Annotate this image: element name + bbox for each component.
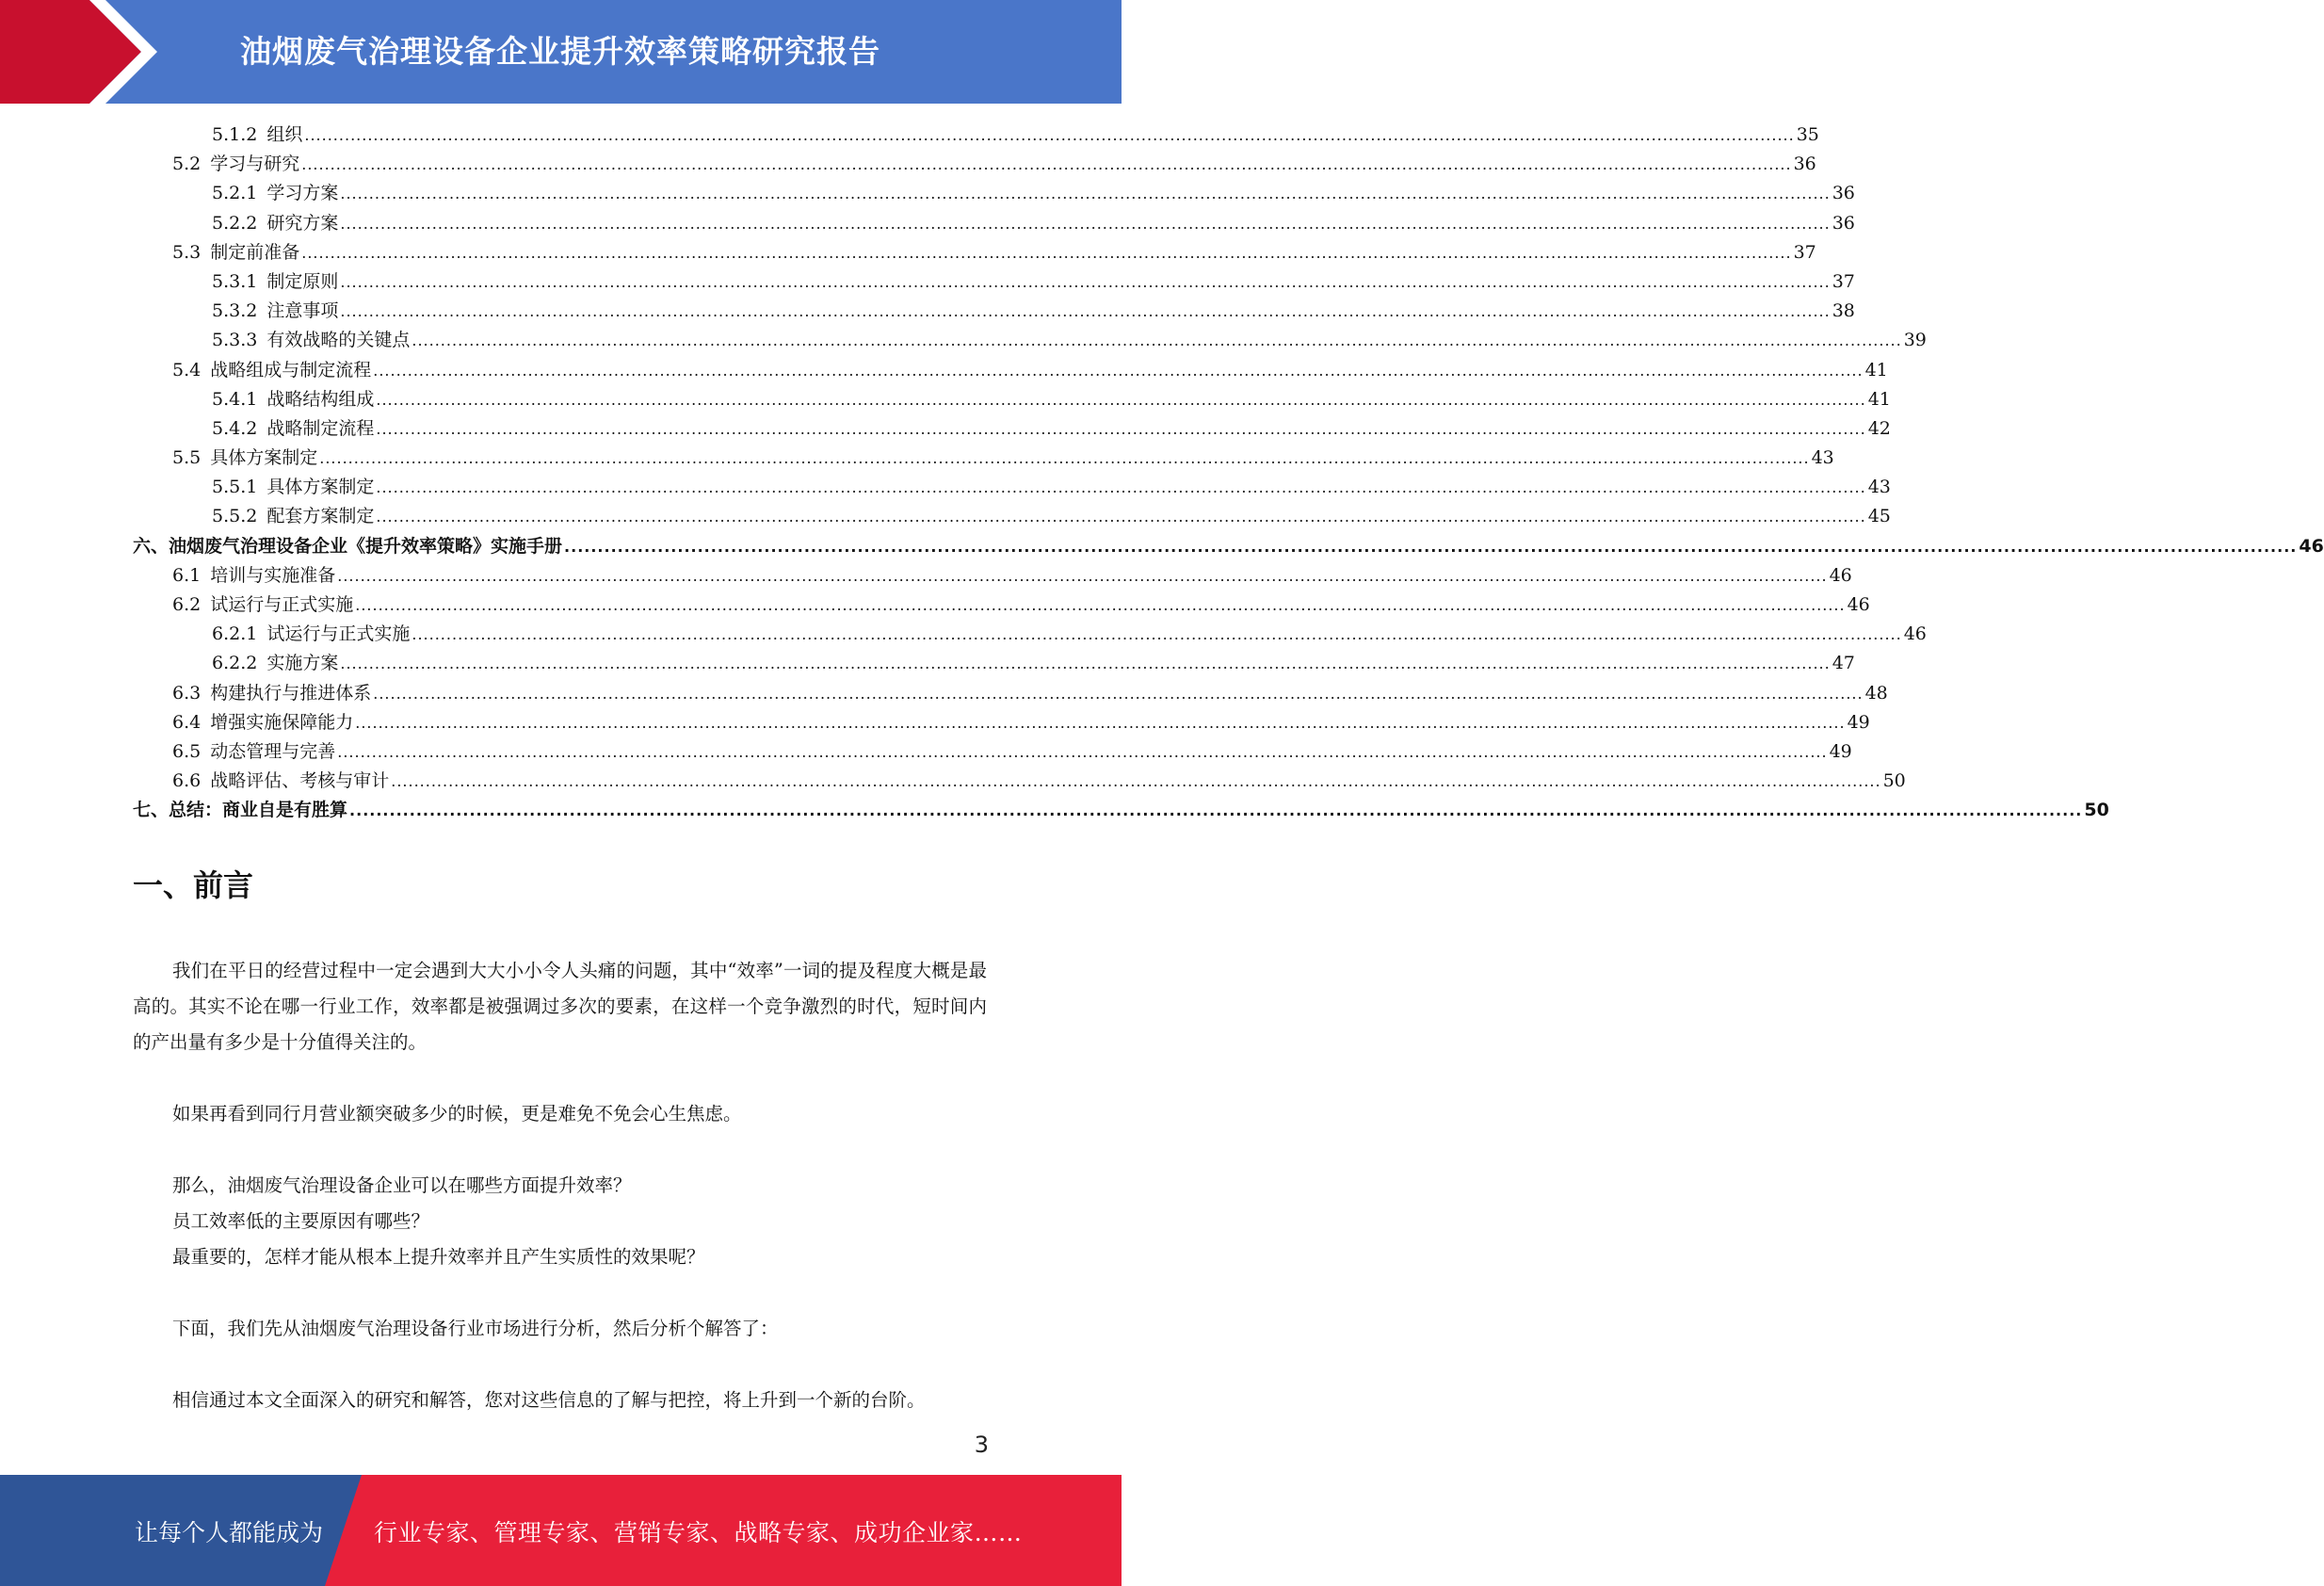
toc-entry[interactable] [133, 620, 1927, 649]
toc-entry-title: 制定前准备 [210, 241, 300, 263]
toc-dot-leader: .................................................................................................................................................................................................................................................................... [355, 713, 1846, 732]
toc-entry-title: 制定原则 [266, 270, 339, 292]
question-item: 最重要的，怎样才能从根本上提升效率并且产生实质性的效果呢？ [172, 1246, 705, 1268]
toc-entry[interactable] [133, 591, 1870, 620]
paragraph-anxiety [133, 1096, 987, 1132]
toc-entry-page: 48 [1864, 682, 1888, 704]
toc-entry[interactable] [133, 679, 1888, 708]
toc-dot-leader: .................................................................................................................................................................................................................................................................... [391, 772, 1881, 791]
paragraph-analysis [133, 1311, 987, 1347]
toc-entry[interactable] [133, 326, 1927, 355]
toc-entry-title: 战略评估、考核与审计 [210, 770, 390, 792]
toc-entry-title: 构建执行与推进体系 [210, 682, 372, 704]
paragraph-text: 相信通过本文全面深入的研究和解答，您对这些信息的了解与把控，将上升到一个新的台阶。 [172, 1389, 926, 1411]
question-list [133, 1168, 987, 1275]
toc-dot-leader: .................................................................................................................................................................................................................................................................... [355, 596, 1846, 614]
toc-entry[interactable] [133, 238, 1816, 267]
toc-entry-page: 45 [1867, 506, 1891, 527]
toc-entry-title: 试运行与正式实施 [266, 623, 411, 645]
toc-entry[interactable] [133, 121, 1819, 150]
toc-entry-page: 39 [1903, 330, 1927, 351]
toc-entry-number: 5.2.2 [212, 212, 258, 234]
toc-entry-number: 5.2.1 [212, 183, 258, 204]
toc-dot-leader: .................................................................................................................................................................................................................................................................... [337, 566, 1828, 585]
toc-entry-title: 具体方案制定 [210, 447, 318, 469]
toc-dot-leader: .................................................................................................................................................................................................................................................................... [376, 419, 1866, 438]
toc-entry-number: 5.2 [172, 154, 202, 175]
toc-entry-title: 动态管理与完善 [210, 740, 336, 762]
footer-slogan-right: 行业专家、管理专家、营销专家、战略专家、成功企业家…… [374, 1519, 1023, 1546]
toc-entry-number: 5.3.2 [212, 300, 258, 322]
toc-entry-title: 学习与研究 [210, 154, 300, 175]
toc-entry-page: 46 [1847, 594, 1870, 615]
toc-entry[interactable] [133, 297, 1855, 326]
footer-banner [0, 1475, 1122, 1586]
toc-dot-leader: .................................................................................................................................................................................................................................................................... [301, 243, 1792, 262]
toc-entry-page: 49 [1829, 740, 1852, 762]
toc-entry-title: 学习方案 [266, 183, 339, 204]
toc-entry-number: 5.4 [172, 359, 202, 380]
toc-dot-leader: .................................................................................................................................................................................................................................................................... [349, 801, 2083, 820]
toc-entry-number: 5.3.3 [212, 330, 258, 351]
toc-entry[interactable] [133, 737, 1852, 767]
toc-dot-leader: .................................................................................................................................................................................................................................................................... [340, 214, 1831, 233]
toc-entry-page: 36 [1793, 154, 1816, 175]
toc-dot-leader: .................................................................................................................................................................................................................................................................... [340, 302, 1831, 321]
toc-entry-number: 六、 [133, 535, 169, 557]
toc-entry-title: 战略结构组成 [266, 388, 375, 410]
toc-entry-number: 6.2 [172, 594, 202, 615]
paragraph-text: 下面，我们先从油烟废气治理设备行业市场进行分析，然后分析个解答了： [172, 1318, 779, 1339]
paragraph-conclusion [133, 1383, 987, 1418]
toc-entry-title: 总结：商业自是有胜算 [169, 800, 348, 821]
toc-entry[interactable] [133, 708, 1870, 737]
toc-dot-leader: .................................................................................................................................................................................................................................................................... [304, 126, 1795, 144]
header-banner [0, 0, 1122, 104]
page-number: 3 [974, 1432, 989, 1458]
toc-entry-number: 5.5.1 [212, 477, 258, 498]
toc-entry[interactable] [133, 473, 1891, 502]
footer-slogan-left: 让每个人都能成为 [135, 1519, 324, 1546]
toc-dot-leader: .................................................................................................................................................................................................................................................................... [319, 449, 1810, 468]
toc-entry-title: 配套方案制定 [266, 506, 375, 527]
toc-entry[interactable] [133, 209, 1855, 238]
toc-entry-number: 七、 [133, 800, 169, 821]
toc-entry[interactable] [133, 267, 1855, 297]
toc-entry[interactable] [133, 767, 1906, 796]
toc-entry[interactable] [133, 649, 1855, 678]
toc-entry-number: 5.4.1 [212, 388, 258, 410]
toc-entry-page: 49 [1847, 711, 1870, 733]
toc-entry[interactable] [133, 502, 1891, 531]
toc-dot-leader: .................................................................................................................................................................................................................................................................... [373, 684, 1864, 703]
toc-entry[interactable] [133, 414, 1891, 444]
toc-entry[interactable] [133, 532, 2324, 561]
toc-dot-leader: .................................................................................................................................................................................................................................................................... [412, 332, 1902, 350]
table-of-contents [133, 121, 2324, 826]
toc-entry-title: 油烟废气治理设备企业《提升效率策略》实施手册 [169, 535, 563, 557]
toc-entry-title: 增强实施保障能力 [210, 711, 354, 733]
toc-entry[interactable] [133, 356, 1888, 385]
toc-entry-page: 43 [1867, 477, 1891, 498]
section-heading: 一、前言 [133, 867, 254, 903]
toc-dot-leader: .................................................................................................................................................................................................................................................................... [412, 625, 1902, 644]
toc-entry-number: 6.2.1 [212, 623, 258, 645]
toc-dot-leader: .................................................................................................................................................................................................................................................................... [301, 155, 1792, 174]
question-item: 那么，油烟废气治理设备企业可以在哪些方面提升效率？ [172, 1174, 632, 1196]
toc-entry-title: 战略制定流程 [266, 417, 375, 439]
toc-entry-title: 试运行与正式实施 [210, 594, 354, 615]
toc-dot-leader: .................................................................................................................................................................................................................................................................... [337, 742, 1828, 761]
toc-dot-leader: .................................................................................................................................................................................................................................................................... [340, 185, 1831, 203]
toc-entry-number: 5.1.2 [212, 124, 258, 145]
toc-entry-page: 42 [1867, 417, 1891, 439]
toc-dot-leader: .................................................................................................................................................................................................................................................................... [340, 272, 1831, 291]
toc-entry[interactable] [133, 796, 2109, 825]
toc-entry-page: 46 [2299, 535, 2324, 557]
toc-entry[interactable] [133, 150, 1816, 179]
toc-entry-number: 6.6 [172, 770, 202, 792]
toc-entry-number: 6.3 [172, 682, 202, 704]
toc-entry-page: 50 [1882, 770, 1906, 792]
toc-entry-number: 5.3 [172, 241, 202, 263]
toc-entry-number: 5.5 [172, 447, 202, 469]
toc-entry-page: 36 [1832, 183, 1855, 204]
toc-entry-number: 6.4 [172, 711, 202, 733]
header-title: 油烟废气治理设备企业提升效率策略研究报告 [240, 33, 880, 70]
toc-dot-leader: .................................................................................................................................................................................................................................................................... [564, 537, 2298, 556]
toc-entry[interactable] [133, 444, 1834, 473]
toc-dot-leader: .................................................................................................................................................................................................................................................................... [340, 655, 1831, 673]
toc-entry-number: 5.3.1 [212, 270, 258, 292]
paragraph-text: 我们在平日的经营过程中一定会遇到大大小小令人头痛的问题，其中“效率”一词的提及程度大概是最高的。其实不论在哪一行业工作，效率都是被强调过多次的要素，在这样一个竞争激烈的时代，短时间内的产出量有多少是十分值得关注的。 [133, 960, 987, 1053]
toc-entry-page: 37 [1793, 241, 1816, 263]
toc-entry-page: 47 [1832, 653, 1855, 674]
toc-entry-title: 组织 [266, 124, 303, 145]
toc-entry-title: 具体方案制定 [266, 477, 375, 498]
toc-entry-title: 有效战略的关键点 [266, 330, 411, 351]
toc-entry[interactable] [133, 385, 1891, 414]
toc-entry-page: 46 [1903, 623, 1927, 645]
paragraph-text: 如果再看到同行月营业额突破多少的时候，更是难免不免会心生焦虑。 [172, 1103, 742, 1125]
paragraph-intro [133, 953, 987, 1060]
toc-entry-title: 战略组成与制定流程 [210, 359, 372, 380]
toc-entry-number: 6.1 [172, 564, 202, 586]
question-item: 员工效率低的主要原因有哪些？ [172, 1210, 430, 1232]
toc-entry-page: 35 [1796, 124, 1819, 145]
toc-entry-title: 注意事项 [266, 300, 339, 322]
toc-entry-number: 5.5.2 [212, 506, 258, 527]
toc-entry-title: 研究方案 [266, 212, 339, 234]
toc-entry[interactable] [133, 561, 1852, 591]
toc-entry-number: 6.2.2 [212, 653, 258, 674]
toc-entry-number: 5.4.2 [212, 417, 258, 439]
toc-entry-page: 36 [1832, 212, 1855, 234]
toc-dot-leader: .................................................................................................................................................................................................................................................................... [373, 361, 1864, 380]
toc-entry-page: 43 [1811, 447, 1834, 469]
toc-entry-page: 41 [1867, 388, 1891, 410]
toc-entry-page: 41 [1864, 359, 1888, 380]
toc-entry[interactable] [133, 179, 1855, 208]
toc-dot-leader: .................................................................................................................................................................................................................................................................... [376, 478, 1866, 497]
toc-entry-page: 37 [1832, 270, 1855, 292]
toc-dot-leader: .................................................................................................................................................................................................................................................................... [376, 390, 1866, 409]
toc-dot-leader: .................................................................................................................................................................................................................................................................... [376, 508, 1866, 526]
toc-entry-page: 50 [2084, 800, 2109, 821]
toc-entry-number: 6.5 [172, 740, 202, 762]
toc-entry-page: 46 [1829, 564, 1852, 586]
toc-entry-page: 38 [1832, 300, 1855, 322]
toc-entry-title: 实施方案 [266, 653, 339, 674]
toc-entry-title: 培训与实施准备 [210, 564, 336, 586]
